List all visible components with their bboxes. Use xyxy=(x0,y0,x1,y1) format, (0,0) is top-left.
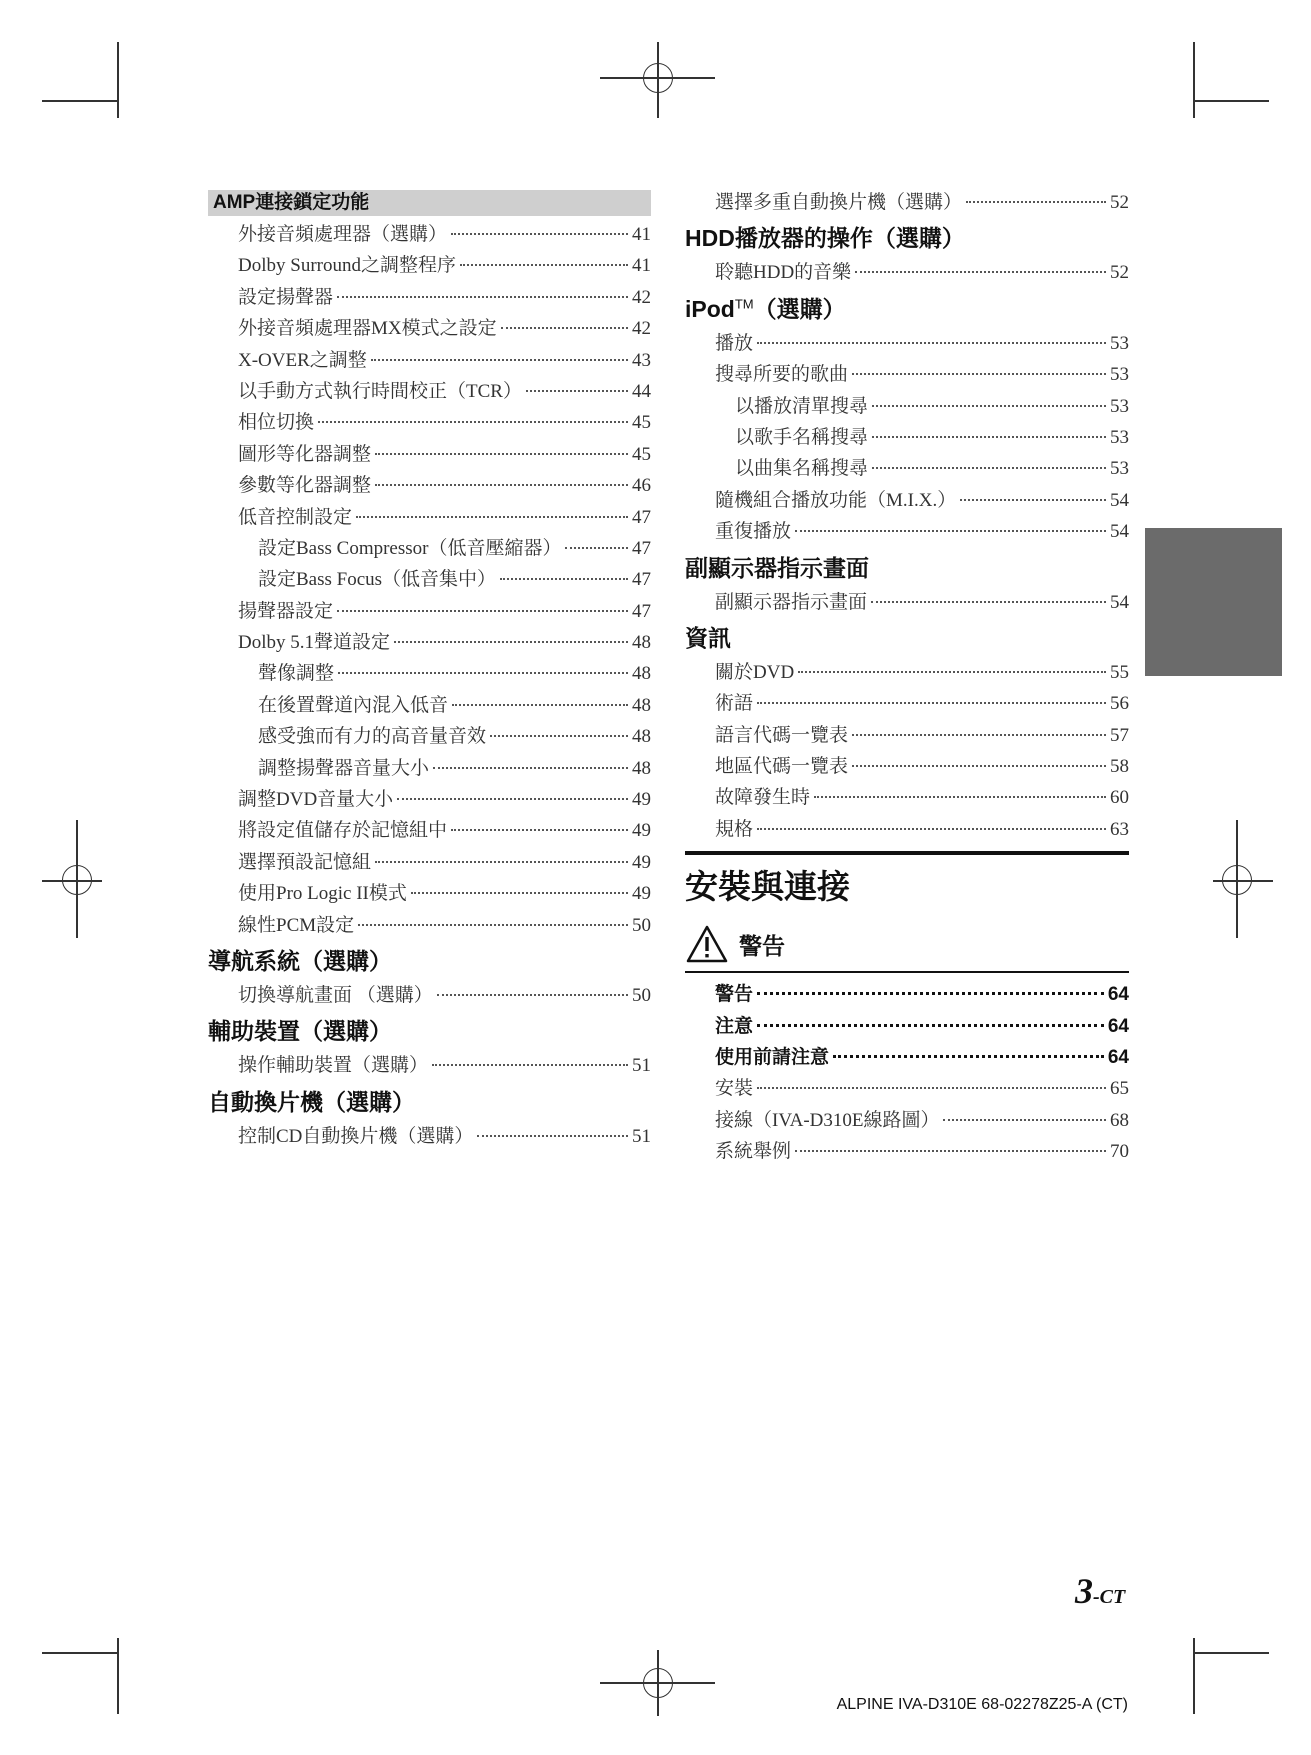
toc-entry-speaker-volume[interactable]: 調整揚聲器音量大小 48 xyxy=(258,757,651,779)
toc-entry-pro-logic[interactable]: 使用Pro Logic II模式 49 xyxy=(238,883,651,905)
side-thumb-tab xyxy=(1145,528,1282,676)
section-ipod-title: iPod™（選購） xyxy=(685,295,846,322)
toc-entry-image-adjust[interactable]: 聲像調整 48 xyxy=(258,663,651,685)
toc-entry-bass-control[interactable]: 低音控制設定 47 xyxy=(238,506,651,528)
toc-entry-nav-switch[interactable]: 切換導航畫面 （選購） 50 xyxy=(238,984,651,1006)
section-hdd-title: HDD播放器的操作（選購） xyxy=(685,225,965,252)
toc-entry-phase[interactable]: 相位切換 45 xyxy=(238,412,651,434)
toc-entry-high-volume[interactable]: 感受強而有力的高音量音效 48 xyxy=(258,726,651,748)
toc-entry-select-preset[interactable]: 選擇預設記憶組 49 xyxy=(238,851,651,873)
warning-heading-label: 警告 xyxy=(739,932,785,959)
section-amp-title: AMP連接鎖定功能 xyxy=(208,190,651,216)
toc-entry-dolby-51[interactable]: Dolby 5.1聲道設定 48 xyxy=(238,632,651,654)
toc-entry-ipod-play[interactable]: 播放 53 xyxy=(715,332,1129,354)
toc-entry-troubleshooting[interactable]: 故障發生時 60 xyxy=(715,787,1129,809)
toc-entry-save-memory[interactable]: 將設定值儲存於記憶組中 49 xyxy=(238,820,651,842)
toc-entry-wiring[interactable]: 接線（IVA-D310E線路圖） 68 xyxy=(715,1109,1129,1131)
footer-model-code: ALPINE IVA-D310E 68-02278Z25-A (CT) xyxy=(836,1696,1128,1713)
toc-entry-dolby-surround[interactable]: Dolby Surround之調整程序 41 xyxy=(238,255,651,277)
toc-entry-tcr[interactable]: 以手動方式執行時間校正（TCR） 44 xyxy=(238,380,651,402)
section-info-title: 資訊 xyxy=(685,624,731,651)
toc-entry-ipod-search[interactable]: 搜尋所要的歌曲 53 xyxy=(715,364,1129,386)
toc-entry-graphic-eq[interactable]: 圖形等化器調整 45 xyxy=(238,443,651,465)
toc-entry-installation[interactable]: 安裝 65 xyxy=(715,1078,1129,1100)
warning-triangle-icon xyxy=(685,924,729,964)
toc-entry-linear-pcm[interactable]: 線性PCM設定 50 xyxy=(238,914,651,936)
toc-entry-precautions[interactable]: 使用前請注意 64 xyxy=(715,1047,1129,1069)
toc-entry-ipod-repeat[interactable]: 重復播放 54 xyxy=(715,521,1129,543)
toc-left-column xyxy=(208,190,651,1152)
toc-entry-mx-mode[interactable]: 外接音頻處理器MX模式之設定 42 xyxy=(238,318,651,340)
page-number: 3-CT xyxy=(1075,1571,1126,1611)
toc-entry-ipod-mix[interactable]: 隨機組合播放功能（M.I.X.） 54 xyxy=(715,489,1129,511)
toc-entry-caution[interactable]: 注意 64 xyxy=(715,1015,1129,1037)
toc-entry-system-example[interactable]: 系統舉例 70 xyxy=(715,1141,1129,1163)
section-nav-title: 導航系統（選購） xyxy=(208,947,392,974)
toc-entry-xover[interactable]: X-OVER之調整 43 xyxy=(238,349,651,371)
section-sub-display-title: 副顯示器指示畫面 xyxy=(685,554,869,581)
toc-entry-region-codes[interactable]: 地區代碼一覽表 58 xyxy=(715,756,1129,778)
toc-entry-ipod-artist[interactable]: 以歌手名稱搜尋 53 xyxy=(735,426,1129,448)
toc-entry-rear-bass-mix[interactable]: 在後置聲道內混入低音 48 xyxy=(258,694,651,716)
toc-entry-warning[interactable]: 警告 64 xyxy=(715,984,1129,1006)
toc-entry-specifications[interactable]: 規格 63 xyxy=(715,818,1129,840)
warning-heading xyxy=(685,917,1129,973)
toc-entry-about-dvd[interactable]: 關於DVD 55 xyxy=(715,661,1129,683)
toc-entry-hdd-music[interactable]: 聆聽HDD的音樂 52 xyxy=(715,262,1129,284)
toc-entry-glossary[interactable]: 術語 56 xyxy=(715,693,1129,715)
toc-right-column xyxy=(685,190,1129,1168)
toc-entry-ipod-album[interactable]: 以曲集名稱搜尋 53 xyxy=(735,458,1129,480)
toc-entry-language-codes[interactable]: 語言代碼一覽表 57 xyxy=(715,724,1129,746)
toc-entry-speaker-setting[interactable]: 設定揚聲器 42 xyxy=(238,286,651,308)
toc-entry-sub-display[interactable]: 副顯示器指示畫面 54 xyxy=(715,591,1129,613)
section-aux-title: 輔助裝置（選購） xyxy=(208,1018,392,1045)
section-changer-title: 自動換片機（選購） xyxy=(208,1088,415,1115)
toc-entry-dvd-volume[interactable]: 調整DVD音量大小 49 xyxy=(238,789,651,811)
toc-entry-bass-compressor[interactable]: 設定Bass Compressor（低音壓縮器） 47 xyxy=(258,537,651,559)
toc-entry-aux-operate[interactable]: 操作輔助裝置（選購） 51 xyxy=(238,1055,651,1077)
toc-entry-parametric-eq[interactable]: 參數等化器調整 46 xyxy=(238,475,651,497)
toc-entry-external-processor[interactable]: 外接音頻處理器（選購） 41 xyxy=(238,224,651,245)
toc-entry-speaker-setup[interactable]: 揚聲器設定 47 xyxy=(238,600,651,622)
toc-entry-cd-changer[interactable]: 控制CD自動換片機（選購） 51 xyxy=(238,1125,651,1147)
toc-entry-multi-changer[interactable]: 選擇多重自動換片機（選購） 52 xyxy=(715,192,1129,213)
toc-entry-ipod-playlist[interactable]: 以播放清單搜尋 53 xyxy=(735,395,1129,417)
section-install-title: 安裝與連接 xyxy=(685,851,1129,917)
toc-entry-bass-focus[interactable]: 設定Bass Focus（低音集中） 47 xyxy=(258,569,651,591)
